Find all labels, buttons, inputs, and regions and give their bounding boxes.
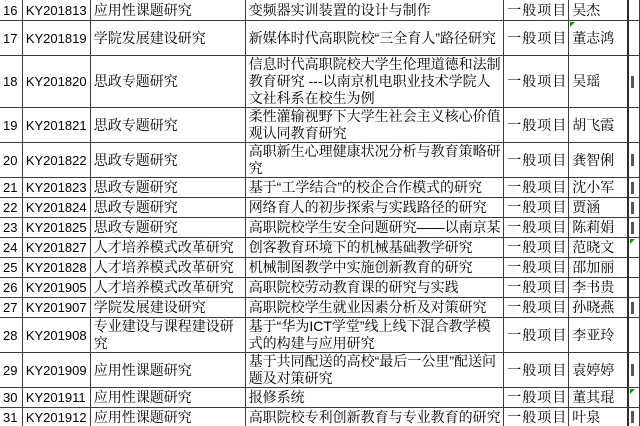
project-type-cell[interactable]: 一般项目	[504, 353, 569, 388]
table-row	[0, 56, 640, 108]
project-type-cell[interactable]: 一般项目	[504, 178, 569, 198]
project-id-cell[interactable]: KY201827	[22, 238, 90, 258]
project-type-cell[interactable]: 一般项目	[504, 278, 569, 298]
row-number-cell[interactable]: 17	[0, 21, 22, 56]
clipped-column-cell[interactable]	[628, 143, 640, 178]
table-row	[0, 408, 640, 426]
cell-corner-marker-icon	[630, 389, 635, 394]
title-cell[interactable]: 基于共同配送的高校“最后一公里”配送问题及对策研究	[245, 353, 504, 388]
table-row	[0, 278, 640, 298]
title-cell[interactable]: 高职院校专利创新教育与专业教育的研究	[245, 408, 504, 426]
project-type-cell[interactable]: 一般项目	[504, 218, 569, 238]
title-cell[interactable]: 新媒体时代高职院校“三全育人”路径研究	[245, 21, 504, 56]
title-cell[interactable]: 高职院校劳动教育课的研究与实践	[245, 278, 504, 298]
project-id-cell[interactable]: KY201911	[22, 388, 90, 408]
category-cell[interactable]: 思政专题研究	[90, 143, 245, 178]
project-id-cell[interactable]: KY201824	[22, 198, 90, 218]
row-number-cell[interactable]: 20	[0, 143, 22, 178]
cell-corner-marker-icon	[570, 22, 575, 27]
title-cell[interactable]: 创客教育环境下的机械基础教学研究	[245, 238, 504, 258]
project-id-cell[interactable]: KY201820	[22, 56, 90, 108]
clipped-column-cell[interactable]	[628, 318, 640, 353]
clipped-column-cell[interactable]	[628, 278, 640, 298]
title-cell[interactable]: 基于“华为ICT学堂”线上线下混合教学模式的构建与应用研究	[245, 318, 504, 353]
table-row	[0, 198, 640, 218]
leader-name-cell[interactable]: 范晓文	[569, 238, 628, 258]
leader-name: 董志鸿	[572, 29, 615, 46]
row-number-cell[interactable]: 27	[0, 298, 22, 318]
table-row	[0, 21, 640, 56]
leader-name-cell[interactable]: 邵加丽	[569, 258, 628, 278]
category-cell[interactable]: 人才培养模式改革研究	[90, 238, 245, 258]
title-cell[interactable]: 机械制图教学中实施创新教育的研究	[245, 258, 504, 278]
leader-name-cell[interactable]	[569, 21, 628, 56]
category-cell[interactable]: 应用性课题研究	[90, 408, 245, 426]
clipped-column-cell[interactable]	[628, 238, 640, 258]
category-cell[interactable]: 应用性课题研究	[90, 388, 245, 408]
clipped-column-cell[interactable]	[628, 298, 640, 318]
row-number-cell[interactable]: 22	[0, 198, 22, 218]
row-number-cell[interactable]: 21	[0, 178, 22, 198]
row-number-cell[interactable]: 26	[0, 278, 22, 298]
clipped-column-cell[interactable]	[628, 178, 640, 198]
clipped-column-cell[interactable]	[628, 198, 640, 218]
project-id-cell[interactable]: KY201819	[22, 21, 90, 56]
title-cell[interactable]: 柔性灌输视野下大学生社会主义核心价值观认同教育研究	[245, 108, 504, 143]
project-id-cell[interactable]: KY201825	[22, 218, 90, 238]
project-id-cell[interactable]: KY201821	[22, 108, 90, 143]
title-cell[interactable]: 高职院校学生就业因素分析及对策研究	[245, 298, 504, 318]
title-cell[interactable]: 信息时代高职院校大学生伦理道德和法制教育研究 ---以南京机电职业技术学院人文社科系在校生为例	[245, 56, 504, 108]
table-row	[0, 178, 640, 198]
table-row	[0, 318, 640, 353]
leader-name-cell[interactable]: 贾涵	[569, 198, 628, 218]
clipped-column-cell[interactable]	[628, 388, 640, 408]
row-number-cell[interactable]: 29	[0, 353, 22, 388]
project-type-cell[interactable]: 一般项目	[504, 0, 569, 21]
project-type-cell[interactable]: 一般项目	[504, 21, 569, 56]
category-cell[interactable]: 应用性课题研究	[90, 0, 245, 21]
title-cell[interactable]: 变频器实训装置的设计与制作	[245, 0, 504, 21]
clipped-text-fragment	[631, 411, 634, 423]
clipped-text-fragment	[631, 364, 634, 376]
title-cell[interactable]: 基于“工学结合”的校企合作模式的研究	[245, 178, 504, 198]
project-id-cell[interactable]: KY201909	[22, 353, 90, 388]
project-type-cell[interactable]: 一般项目	[504, 388, 569, 408]
title-cell[interactable]: 报修系统	[245, 388, 504, 408]
project-type-cell[interactable]: 一般项目	[504, 238, 569, 258]
row-number-cell[interactable]: 16	[0, 0, 22, 21]
leader-name-cell[interactable]: 沈小军	[569, 178, 628, 198]
category-cell[interactable]: 思政专题研究	[90, 56, 245, 108]
project-id-cell[interactable]: KY201905	[22, 278, 90, 298]
table-row	[0, 218, 640, 238]
table-row	[0, 298, 640, 318]
clipped-column-cell[interactable]	[628, 0, 640, 21]
clipped-text-fragment	[631, 182, 634, 194]
category-cell[interactable]: 人才培养模式改革研究	[90, 258, 245, 278]
table-row	[0, 388, 640, 408]
row-number-cell[interactable]: 28	[0, 318, 22, 353]
clipped-column-cell[interactable]	[628, 56, 640, 108]
project-type-cell[interactable]: 一般项目	[504, 143, 569, 178]
project-type-cell[interactable]: 一般项目	[504, 56, 569, 108]
table-row	[0, 258, 640, 278]
category-cell[interactable]: 应用性课题研究	[90, 353, 245, 388]
clipped-column-cell[interactable]	[628, 108, 640, 143]
row-number-cell[interactable]: 18	[0, 56, 22, 108]
project-id-cell[interactable]: KY201912	[22, 408, 90, 426]
clipped-text-fragment	[631, 202, 634, 214]
title-cell[interactable]: 网络育人的初步探索与实践路径的研究	[245, 198, 504, 218]
leader-name-cell[interactable]: 陈莉娟	[569, 218, 628, 238]
category-cell[interactable]: 人才培养模式改革研究	[90, 278, 245, 298]
project-id-cell[interactable]: KY201907	[22, 298, 90, 318]
table-row	[0, 0, 640, 21]
title-cell[interactable]: 高职新生心理健康状况分析与教育策略研究	[245, 143, 504, 178]
leader-name-cell[interactable]: 董其琨	[569, 388, 628, 408]
row-number-cell[interactable]: 30	[0, 388, 22, 408]
leader-name-cell[interactable]: 胡飞霞	[569, 108, 628, 143]
row-number-cell[interactable]: 31	[0, 408, 22, 426]
clipped-column-cell[interactable]	[628, 21, 640, 56]
project-type-cell[interactable]: 一般项目	[504, 198, 569, 218]
category-cell[interactable]: 专业建设与课程建设研究	[90, 318, 245, 353]
leader-name-cell[interactable]: 孙晓燕	[569, 298, 628, 318]
category-cell[interactable]: 思政专题研究	[90, 198, 245, 218]
clipped-text-fragment	[631, 76, 634, 88]
project-id-cell[interactable]: KY201828	[22, 258, 90, 278]
clipped-column-cell[interactable]	[628, 218, 640, 238]
category-cell[interactable]: 思政专题研究	[90, 178, 245, 198]
table-row	[0, 143, 640, 178]
leader-name-cell[interactable]: 叶泉	[569, 408, 628, 426]
clipped-column-cell[interactable]	[628, 408, 640, 426]
clipped-column-cell[interactable]	[628, 258, 640, 278]
clipped-text-fragment	[631, 154, 634, 166]
title-cell[interactable]: 高职院校学生安全问题研究——以南京某	[245, 218, 504, 238]
cell-corner-marker-icon	[630, 239, 635, 244]
row-number-cell[interactable]: 24	[0, 238, 22, 258]
category-cell[interactable]: 思政专题研究	[90, 108, 245, 143]
category-cell[interactable]: 思政专题研究	[90, 218, 245, 238]
project-type-cell[interactable]: 一般项目	[504, 108, 569, 143]
project-type-cell[interactable]: 一般项目	[504, 408, 569, 426]
table-row	[0, 108, 640, 143]
leader-name-cell[interactable]: 吴瑶	[569, 56, 628, 108]
project-type-cell[interactable]: 一般项目	[504, 298, 569, 318]
project-type-cell[interactable]: 一般项目	[504, 258, 569, 278]
leader-name-cell[interactable]: 李亚玲	[569, 318, 628, 353]
leader-name-cell[interactable]: 龚智俐	[569, 143, 628, 178]
leader-name-cell[interactable]: 李书贵	[569, 278, 628, 298]
table-row	[0, 353, 640, 388]
row-number-cell[interactable]: 25	[0, 258, 22, 278]
clipped-column-cell[interactable]	[628, 353, 640, 388]
project-id-cell[interactable]: KY201823	[22, 178, 90, 198]
project-id-cell[interactable]: KY201908	[22, 318, 90, 353]
project-id-cell[interactable]: KY201822	[22, 143, 90, 178]
leader-name-cell[interactable]: 袁婷婷	[569, 353, 628, 388]
project-id-cell[interactable]: KY201813	[22, 0, 90, 21]
row-number-cell[interactable]: 23	[0, 218, 22, 238]
category-cell[interactable]: 学院发展建设研究	[90, 21, 245, 56]
table-row	[0, 238, 640, 258]
row-number-cell[interactable]: 19	[0, 108, 22, 143]
clipped-text-fragment	[631, 222, 634, 234]
category-cell[interactable]: 学院发展建设研究	[90, 298, 245, 318]
project-type-cell[interactable]: 一般项目	[504, 318, 569, 353]
clipped-text-fragment	[631, 302, 634, 314]
leader-name-cell[interactable]: 吴杰	[569, 0, 628, 21]
